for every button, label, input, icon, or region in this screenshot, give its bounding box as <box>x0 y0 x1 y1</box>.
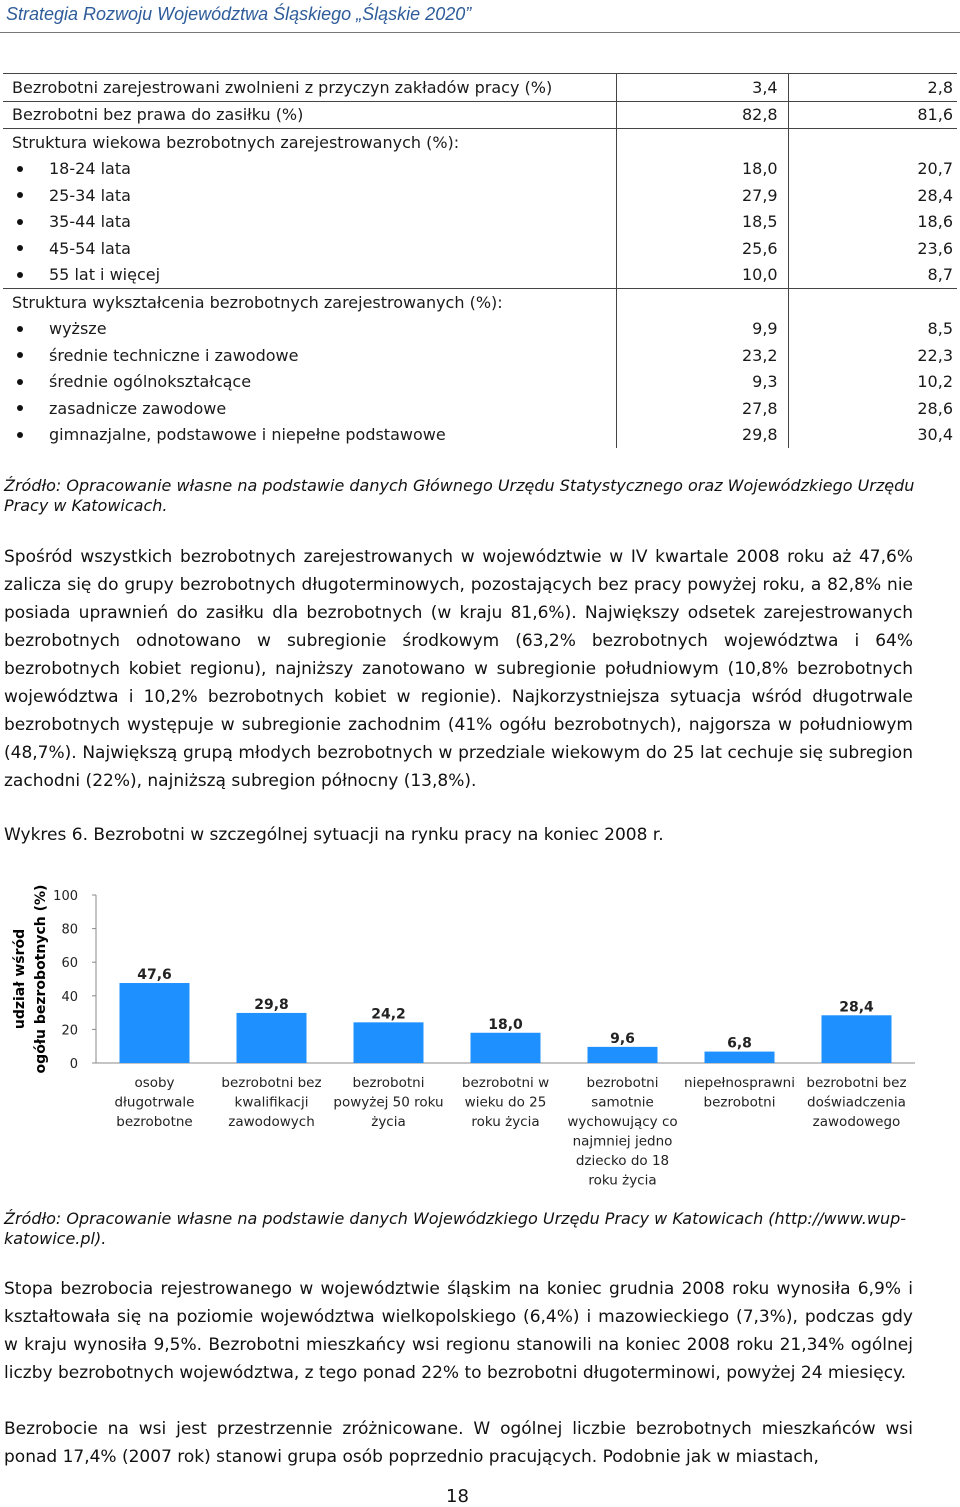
category-label: doświadczenia <box>807 1094 906 1111</box>
row-value-2007: 18,0 <box>617 156 789 183</box>
bar-chart <box>0 875 960 1205</box>
category-label: dziecko do 18 <box>575 1153 670 1169</box>
table-row <box>3 395 957 422</box>
category-label: wieku do 25 <box>464 1094 547 1111</box>
row-value-2007: 25,6 <box>617 235 789 262</box>
y-tick-label: 100 <box>53 889 78 904</box>
bar-value-label: 29,8 <box>254 996 289 1013</box>
row-value-2007: 3,4 <box>617 74 789 102</box>
row-value-2007: 27,8 <box>617 395 789 422</box>
bar <box>822 1015 892 1063</box>
table-row <box>3 156 957 183</box>
row-value-2008: 22,3 <box>788 342 957 369</box>
row-value-2008 <box>788 129 957 156</box>
row-value-2007 <box>617 289 789 316</box>
bullet-icon <box>17 219 23 225</box>
row-value-2008: 28,6 <box>788 395 957 422</box>
table-row <box>3 289 957 316</box>
y-axis-title-line: ogółu bezrobotnych (%) <box>33 884 49 1074</box>
row-value-2007: 10,0 <box>617 262 789 289</box>
bar-value-label: 9,6 <box>610 1030 635 1047</box>
row-label: wyższe <box>3 316 617 343</box>
row-value-2007: 27,9 <box>617 182 789 209</box>
paragraph-unemployment-rate: Stopa bezrobocia rejestrowanego w województwie śląskim na koniec grudnia 2008 roku wynosiła 6,9% i kształtowała się na poziomie województwa wielkopolskiego (6,4%) i mazowieckiego (7,3%), podczas gdy w kraju wynosiła 9,5%. Bezrobotni mieszkańcy wsi regionu stanowili na koniec 2008 roku 21,34% ogólnej liczby bezrobotnych województwa, z tego ponad 22% to bezrobotni długoterminowi, powyżej 24 miesięcy. <box>4 1279 913 1383</box>
bar-value-label: 47,6 <box>137 967 172 984</box>
row-label: 18-24 lata <box>3 156 617 183</box>
category-label: bezrobotni <box>586 1075 659 1091</box>
category-label: życia <box>371 1114 406 1130</box>
bullet-icon <box>17 272 23 278</box>
category-label: roku życia <box>588 1172 657 1189</box>
row-label: Bezrobotni bez prawa do zasiłku (%) <box>3 101 617 129</box>
y-tick-label: 80 <box>61 922 78 938</box>
category-label: kwalifikacji <box>234 1094 309 1111</box>
row-label: Struktura wiekowa bezrobotnych zarejestrowanych (%): <box>12 132 460 152</box>
category-label: samotnie <box>591 1094 654 1111</box>
paragraph-unemployment-structure: Spośród wszystkich bezrobotnych zarejestrowanych w województwie w IV kwartale 2008 roku aż 47,6% zalicza się do grupy bezrobotnych długoterminowych, pozostających bez pracy powyżej roku, a 82,8% nie posiada uprawnień do zasiłku dla bezrobotnych (w kraju 81,6%). Największy odsetek zarejestrowanych bezrobotnych odnotowano w subregionie środkowym (63,2% bezrobotnych województwa i 64% bezrobotnych kobiet regionu), najniższy zanotowano w subregionie południowym (10,8% bezrobotnych województwa i 10,2% bezrobotnych kobiet w regionie). Najkorzystniejsza sytuacja wśród długotrwale bezrobotnych występuje w subregionie zachodnim (41% ogółu bezrobotnych), najgorsza w południowym (48,7%). Największą grupą młodych bezrobotnych w przedziale wiekowym do 25 lat cechuje się subregion zachodni (22%), najniższą subregion północny (13,8%). <box>4 547 913 791</box>
paragraph-rural-unemployment: Bezrobocie na wsi jest przestrzennie zróżnicowane. W ogólnej liczbie bezrobotnych mieszkańców wsi ponad 17,4% (2007 rok) stanowi grupa osób poprzednio pracujących. Podobnie jak w miastach, <box>4 1419 913 1467</box>
row-label: 45-54 lata <box>3 235 617 262</box>
row-label: 35-44 lata <box>3 209 617 236</box>
category-label: bezrobotni <box>703 1094 776 1111</box>
y-tick-label: 0 <box>69 1057 78 1072</box>
document-header: Strategia Rozwoju Województwa Śląskiego „Śląskie 2020” <box>6 4 472 24</box>
table-source-note: Źródło: Opracowanie własne na podstawie danych Głównego Urzędu Statystycznego oraz Wojewódzkiego Urzędu Pracy w Katowicach. <box>4 476 915 515</box>
bar <box>705 1052 775 1063</box>
category-label: bezrobotne <box>116 1114 193 1130</box>
statistics-table <box>3 73 957 448</box>
page-number: 18 <box>446 1486 469 1507</box>
row-value-2008: 8,7 <box>788 262 957 289</box>
bullet-icon <box>17 326 23 332</box>
row-value-2007: 23,2 <box>617 342 789 369</box>
row-value-2008: 81,6 <box>788 101 957 129</box>
row-value-2008: 23,6 <box>788 235 957 262</box>
row-value-2008: 8,5 <box>788 316 957 343</box>
row-label: gimnazjalne, podstawowe i niepełne podstawowe <box>3 422 617 449</box>
row-label: Bezrobotni zarejestrowani zwolnieni z przyczyn zakładów pracy (%) <box>3 74 617 102</box>
row-value-2008: 18,6 <box>788 209 957 236</box>
chart-bars <box>120 967 892 1063</box>
table-row <box>3 182 957 209</box>
bar-value-label: 24,2 <box>371 1006 406 1023</box>
row-label: Struktura wykształcenia bezrobotnych zarejestrowanych (%): <box>12 292 503 312</box>
category-label: bezrobotni w <box>461 1075 550 1091</box>
table-row <box>3 129 957 156</box>
y-axis-title-line: udział wśród <box>12 928 28 1030</box>
table-row <box>3 262 957 289</box>
row-value-2008: 30,4 <box>788 422 957 449</box>
row-value-2007: 9,9 <box>617 316 789 343</box>
table-row <box>3 316 957 343</box>
bar-value-label: 18,0 <box>488 1016 523 1033</box>
bullet-icon <box>17 192 23 198</box>
y-tick-label: 40 <box>61 989 78 1005</box>
bullet-icon <box>17 379 23 385</box>
category-label: powyżej 50 roku <box>333 1094 444 1111</box>
row-value-2008: 2,8 <box>788 74 957 102</box>
row-value-2007: 82,8 <box>617 101 789 129</box>
row-value-2008 <box>788 289 957 316</box>
bullet-icon <box>17 405 23 411</box>
table-row <box>3 209 957 236</box>
row-label: zasadnicze zawodowe <box>3 395 617 422</box>
table-row <box>3 101 957 129</box>
row-value-2008: 10,2 <box>788 369 957 396</box>
row-value-2007: 9,3 <box>617 369 789 396</box>
bullet-icon <box>17 432 23 438</box>
chart-category-labels <box>114 1075 906 1189</box>
header-divider <box>0 32 960 33</box>
category-label: bezrobotni <box>352 1075 425 1091</box>
chart-caption: Wykres 6. Bezrobotni w szczególnej sytuacji na rynku pracy na koniec 2008 r. <box>4 825 664 845</box>
bar-value-label: 28,4 <box>839 999 874 1016</box>
table-row <box>3 422 957 449</box>
row-value-2007 <box>617 129 789 156</box>
bar <box>471 1033 541 1063</box>
row-label: średnie techniczne i zawodowe <box>3 342 617 369</box>
row-value-2008: 28,4 <box>788 182 957 209</box>
row-label: średnie ogólnokształcące <box>3 369 617 396</box>
bar <box>588 1047 658 1063</box>
table-row <box>3 74 957 102</box>
bar <box>120 983 190 1063</box>
table-row <box>3 235 957 262</box>
bar <box>354 1022 424 1063</box>
category-label: wychowujący co <box>567 1114 678 1130</box>
row-label: 25-34 lata <box>3 182 617 209</box>
y-tick-label: 60 <box>61 956 78 972</box>
category-label: zawodowych <box>228 1114 315 1130</box>
table-row <box>3 369 957 396</box>
bar-value-label: 6,8 <box>727 1035 752 1052</box>
y-tick-label: 20 <box>61 1023 78 1039</box>
category-label: niepełnosprawni <box>684 1075 795 1091</box>
table-row <box>3 342 957 369</box>
category-label: bezrobotni bez <box>806 1075 907 1091</box>
bullet-icon <box>17 166 23 172</box>
category-label: zawodowego <box>812 1114 901 1130</box>
row-value-2008: 20,7 <box>788 156 957 183</box>
category-label: długotrwale <box>114 1094 195 1111</box>
row-value-2007: 29,8 <box>617 422 789 449</box>
chart-y-axis-label <box>12 885 49 1074</box>
category-label: bezrobotni bez <box>221 1075 322 1091</box>
row-label: 55 lat i więcej <box>3 262 617 289</box>
chart-source-note: Źródło: Opracowanie własne na podstawie danych Wojewódzkiego Urzędu Pracy w Katowicach (http://www.wup-katowice.pl). <box>4 1209 907 1248</box>
category-label: najmniej jedno <box>572 1133 673 1150</box>
category-label: roku życia <box>471 1114 540 1130</box>
row-value-2007: 18,5 <box>617 209 789 236</box>
bar <box>237 1013 307 1063</box>
bullet-icon <box>17 352 23 358</box>
bullet-icon <box>17 245 23 251</box>
category-label: osoby <box>134 1075 175 1091</box>
